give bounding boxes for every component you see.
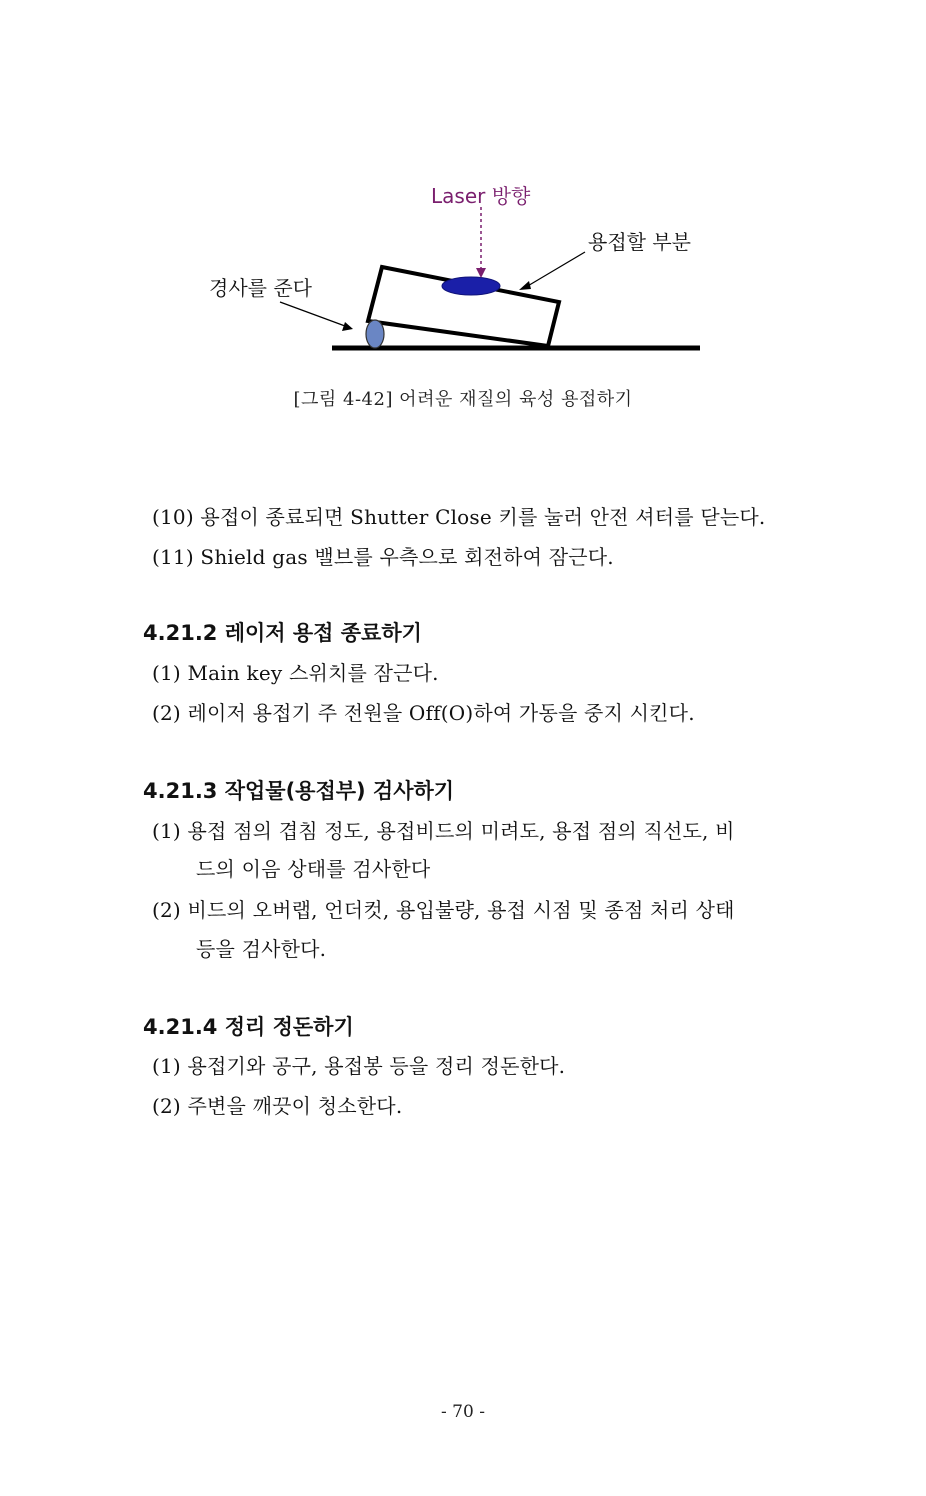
item-text: 레이저 용접기 주 전원을 Off(O)하여 가동을 중지 시킨다. bbox=[187, 701, 695, 725]
page-number: - 70 - bbox=[441, 1402, 485, 1422]
item-text: 용접 점의 겹침 정도, 용접비드의 미려도, 용접 점의 직선도, 비 bbox=[187, 819, 735, 843]
support-round bbox=[366, 320, 384, 348]
list-item bbox=[152, 817, 735, 845]
list-item-continuation bbox=[196, 855, 430, 883]
item-text-continued: 드의 이음 상태를 검사한다 bbox=[196, 857, 431, 881]
laser-direction-label: Laser 방향 bbox=[431, 184, 531, 208]
laser-arrowhead bbox=[476, 268, 486, 278]
item-number: (2) bbox=[152, 701, 181, 725]
weld-part-arrowhead bbox=[519, 281, 531, 290]
list-item bbox=[152, 1092, 402, 1120]
step-number: (11) bbox=[152, 545, 194, 569]
step-number: (10) bbox=[152, 505, 194, 529]
step-text: Shield gas 밸브를 우측으로 회전하여 잠근다. bbox=[200, 545, 614, 569]
weld-spot bbox=[442, 277, 500, 295]
item-text: 용접기와 공구, 용접봉 등을 정리 정돈한다. bbox=[187, 1054, 566, 1078]
item-text-continued: 등을 검사한다. bbox=[196, 937, 327, 961]
step-item bbox=[152, 503, 766, 531]
list-item bbox=[152, 1052, 565, 1080]
section-heading: 4.21.3 작업물(용접부) 검사하기 bbox=[143, 779, 455, 803]
welding-figure bbox=[0, 0, 926, 420]
weld-part-pointer bbox=[526, 252, 585, 287]
item-number: (1) bbox=[152, 661, 181, 685]
tilt-arrowhead bbox=[342, 322, 353, 331]
item-number: (2) bbox=[152, 1094, 181, 1118]
item-text: 주변을 깨끗이 청소한다. bbox=[187, 1094, 403, 1118]
step-item bbox=[152, 543, 614, 571]
list-item bbox=[152, 699, 695, 727]
item-number: (2) bbox=[152, 898, 181, 922]
list-item bbox=[152, 659, 439, 687]
item-text: 비드의 오버랩, 언더컷, 용입불량, 용접 시점 및 종점 처리 상태 bbox=[187, 898, 735, 922]
weld-part-label: 용접할 부분 bbox=[588, 230, 691, 254]
list-item bbox=[152, 896, 735, 924]
figure-caption: [그림 4-42] 어려운 재질의 육성 용접하기 bbox=[293, 389, 633, 410]
tilt-label: 경사를 준다 bbox=[209, 276, 312, 300]
item-text: Main key 스위치를 잠근다. bbox=[187, 661, 439, 685]
welding-diagram bbox=[0, 0, 926, 420]
tilt-pointer bbox=[280, 302, 345, 326]
item-number: (1) bbox=[152, 819, 181, 843]
section-heading: 4.21.4 정리 정돈하기 bbox=[143, 1015, 354, 1039]
step-text: 용접이 종료되면 Shutter Close 키를 눌러 안전 셔터를 닫는다. bbox=[200, 505, 766, 529]
section-heading: 4.21.2 레이저 용접 종료하기 bbox=[143, 621, 422, 645]
item-number: (1) bbox=[152, 1054, 181, 1078]
list-item-continuation bbox=[196, 935, 326, 963]
